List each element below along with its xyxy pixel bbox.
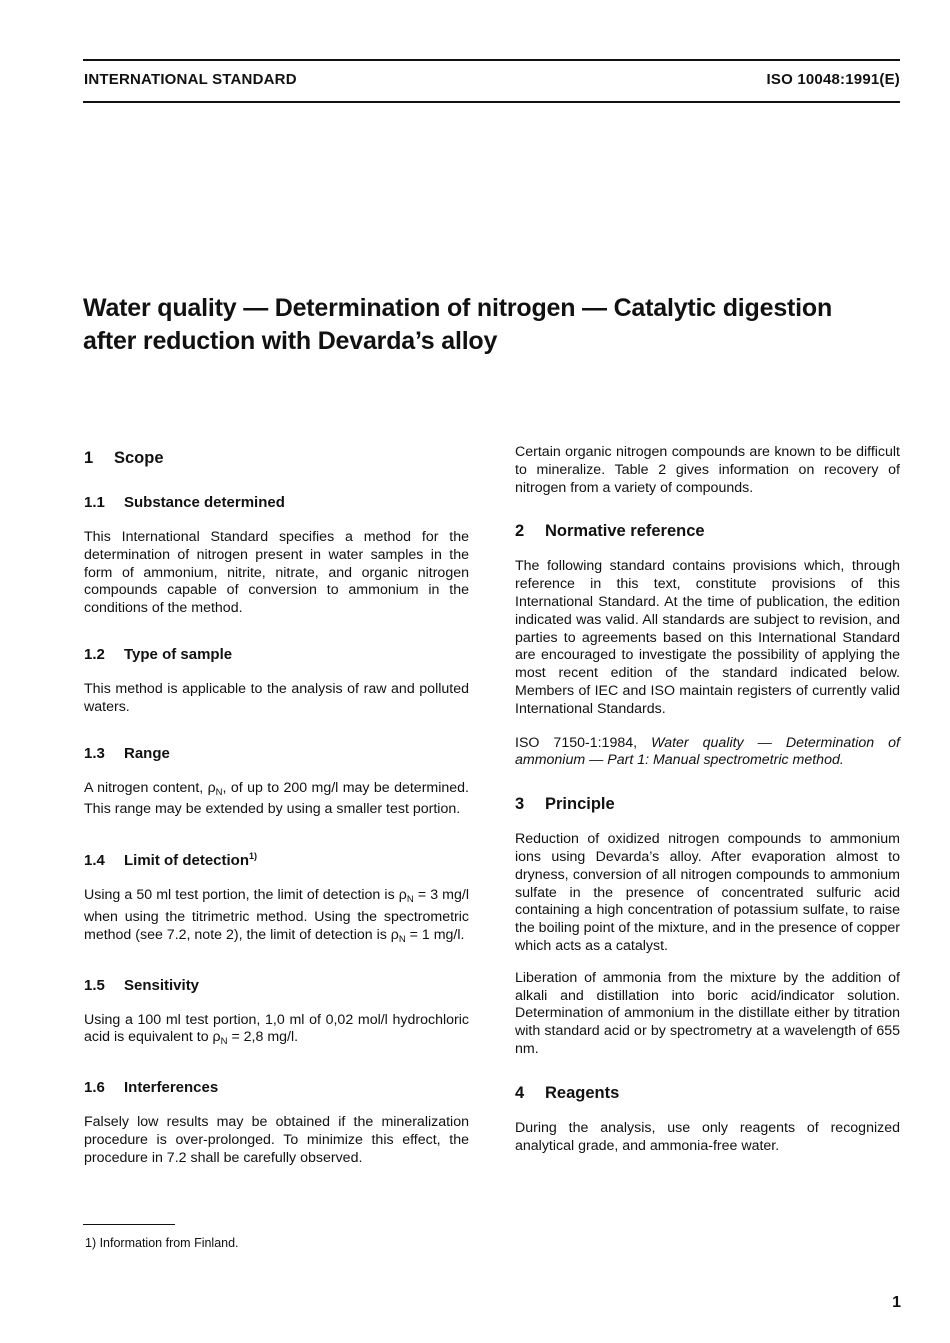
- lod-text-c: = 1 mg/l.: [405, 926, 465, 943]
- section-1-4-heading: [84, 847, 469, 870]
- section-1-1-text: This International Standard specifies a method for the determination of nitrogen present in water samples in the form of ammonium, nitrite, nitrate, and organic nitrogen compounds capable of conversion to ammonium in the conditions of the method.: [84, 529, 469, 617]
- section-1-5-heading: [84, 977, 469, 995]
- section-1-4-text: [84, 887, 469, 948]
- header-rule: [83, 101, 900, 103]
- section-1-2-title: Type of sample: [124, 645, 233, 663]
- section-1-2-heading: [84, 646, 469, 664]
- section-1-number: 1: [84, 449, 94, 467]
- section-1-6-number: 1.6: [84, 1079, 105, 1097]
- section-1-title: Scope: [114, 449, 164, 467]
- document-title: Water quality — Determination of nitrogen — Catalytic digestion after reduction with Devarda’s alloy: [83, 294, 833, 355]
- section-1-1-title: Substance determined: [124, 494, 285, 511]
- top-rule: [83, 59, 900, 61]
- section-3-heading: [515, 794, 900, 814]
- footnote-rule: [83, 1224, 175, 1225]
- section-1-2-number: 1.2: [84, 645, 105, 663]
- section-1-4-title: Limit of detection: [124, 852, 249, 870]
- range-text-a: A nitrogen content, ρ: [84, 779, 216, 796]
- section-4-title: Reagents: [545, 1083, 620, 1102]
- sensitivity-text-b: = 2,8 mg/l.: [227, 1029, 299, 1046]
- rho-subscript: N: [220, 1036, 228, 1048]
- rho-subscript: N: [215, 786, 223, 798]
- recovery-paragraph: Certain organic nitrogen compounds are known to be difficult to mineralize. Table 2 gives information on recovery of nitrogen from a variety of compounds.: [515, 444, 900, 496]
- header-right: ISO 10048:1991(E): [766, 71, 900, 88]
- section-4-text: During the analysis, use only reagents of recognized analytical grade, and ammonia-free water.: [515, 1119, 900, 1154]
- footnote-marker: 1): [249, 851, 258, 862]
- sensitivity-text-a: Using a 100 ml test portion, 1,0 ml of 0,02 mol/l hydrochloric acid is equivalent to ρ: [84, 1011, 469, 1046]
- section-1-6-heading: [84, 1079, 469, 1097]
- section-3-paragraph-1: Reduction of oxidized nitrogen compounds to ammonium ions using Devarda’s alloy. After evaporation almost to dryness, conversion of all nitrogen compounds to ammonium sulfate in the presence of concentrated sulfuric acid containing a high concentration of potassium sulfate, to raise the boiling point of the mixture, and in the presence of copper which acts as a catalyst.: [515, 831, 900, 954]
- section-3-paragraph-2: Liberation of ammonia from the mixture by the addition of alkali and distillation into boric acid/indicator solution. Determination of ammonium in the distillate either by titration with standard acid or by spectrometry at a wavelength of 655 nm.: [515, 969, 900, 1057]
- left-column: [84, 448, 469, 1168]
- section-4-heading: [515, 1083, 900, 1103]
- section-1-5-title: Sensitivity: [124, 976, 200, 994]
- header-left: INTERNATIONAL STANDARD: [84, 71, 297, 88]
- section-1-3-text: [84, 780, 469, 820]
- section-3-title: Principle: [545, 795, 615, 814]
- section-2-number: 2: [515, 522, 525, 541]
- section-2-title: Normative reference: [545, 522, 705, 541]
- reference-title: Water quality — Determination of ammonium — Part 1: Manual spectrometric method.: [515, 734, 900, 769]
- lod-text-a: Using a 50 ml test portion, the limit of detection is ρ: [84, 887, 407, 904]
- section-1-1-number: 1.1: [84, 494, 105, 511]
- section-2-heading: [515, 521, 900, 541]
- page-number: 1: [892, 1294, 901, 1311]
- section-2-text: The following standard contains provisions which, through reference in this text, constitute provisions of this International Standard. At the time of publication, the edition indicated was valid. All standards are subject to revision, and parties to agreements based on this International Standard are encouraged to investigate the possibility of applying the most recent edition of the standard indicated below. Members of IEC and ISO maintain registers of currently valid International Standards.: [515, 558, 900, 717]
- section-1-1-heading: [84, 494, 469, 512]
- right-column: [515, 444, 900, 1155]
- section-1-3-title: Range: [124, 744, 170, 762]
- rho-subscript: N: [406, 894, 414, 906]
- section-1-3-heading: [84, 745, 469, 763]
- range-text-b: , of up to 200 mg/l may be determined. This range may be extended by using a smaller test portion.: [84, 779, 470, 818]
- section-1-4-number: 1.4: [84, 852, 105, 870]
- reference-code: ISO 7150-1:1984,: [515, 734, 638, 751]
- section-3-number: 3: [515, 795, 525, 814]
- rho-subscript: N: [398, 933, 406, 945]
- section-1-2-text: This method is applicable to the analysis of raw and polluted waters.: [84, 680, 469, 715]
- section-1-heading: [84, 448, 469, 468]
- lod-text-b: = 3 mg/l when using the titrimetric method. Using the spectrometric method (see 7.2, note 2), the limit of detection is ρ: [84, 887, 469, 943]
- section-1-3-number: 1.3: [84, 744, 105, 762]
- section-1-5-number: 1.5: [84, 976, 105, 994]
- section-1-6-title: Interferences: [124, 1079, 219, 1097]
- section-1-6-text: Falsely low results may be obtained if the mineralization procedure is over-prolonged. To minimize this effect, the procedure in 7.2 shall be carefully observed.: [84, 1114, 469, 1166]
- section-1-5-text: [84, 1012, 469, 1052]
- normative-reference: [515, 735, 900, 771]
- footnote: 1) Information from Finland.: [85, 1236, 239, 1250]
- section-4-number: 4: [515, 1083, 525, 1102]
